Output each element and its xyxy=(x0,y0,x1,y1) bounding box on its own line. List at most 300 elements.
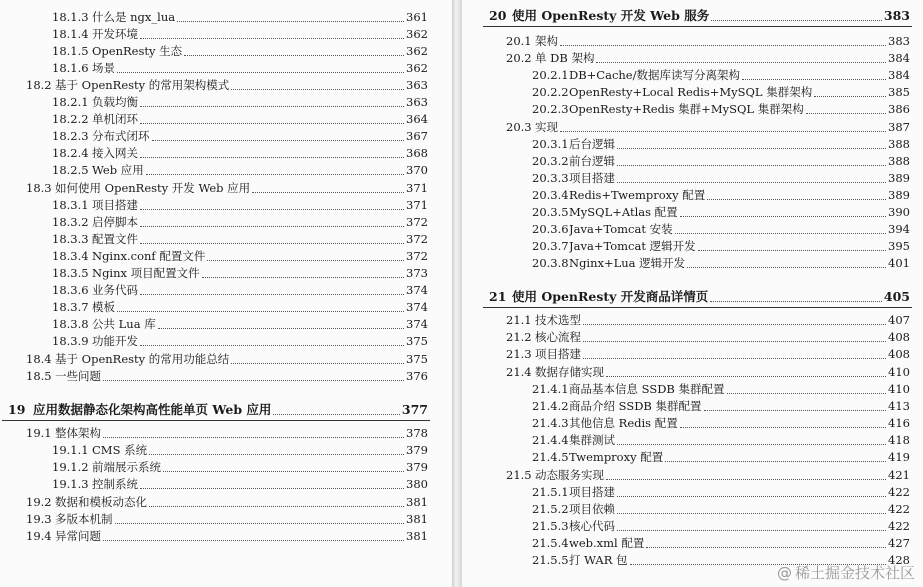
toc-entry-title: 前台逻辑 xyxy=(569,154,615,168)
toc-entry-title: Redis+Twemproxy 配置 xyxy=(569,188,706,202)
toc-entry-number: 18.3.7 xyxy=(52,300,89,314)
toc-subsection-entry xyxy=(532,398,910,415)
toc-entry-title: 业务代码 xyxy=(92,283,138,297)
toc-entry-title: 项目搭建 xyxy=(569,171,615,185)
toc-entry-title: CMS 系统 xyxy=(92,443,148,457)
toc-leader-dots xyxy=(152,139,405,141)
toc-entry-number: 18.3.1 xyxy=(52,198,89,212)
toc-entry-number: 18.3.5 xyxy=(52,266,89,280)
toc-leader-dots xyxy=(687,266,886,268)
toc-entry-title: OpenResty+Local Redis+MySQL 集群架构 xyxy=(569,85,813,99)
toc-entry-title: 实现 xyxy=(535,120,558,134)
toc-leader-dots xyxy=(617,164,886,166)
toc-entry-page: 408 xyxy=(888,330,910,344)
toc-section-entry xyxy=(26,368,428,385)
toc-entry-title: Nginx+Lua 逻辑开发 xyxy=(569,256,686,270)
toc-leader-dots xyxy=(711,19,882,21)
toc-subsection-entry xyxy=(52,282,428,299)
right-page xyxy=(462,0,923,587)
toc-subsection-entry xyxy=(532,136,910,153)
toc-subsection-entry xyxy=(52,94,428,111)
toc-entry-page: 387 xyxy=(888,120,910,134)
toc-entry-number: 20.2.3 xyxy=(532,102,569,116)
toc-entry-title: 项目依赖 xyxy=(569,502,615,516)
toc-entry-page: 384 xyxy=(888,51,910,65)
toc-entry-page: 422 xyxy=(888,519,910,533)
toc-entry-title: 技术选型 xyxy=(535,313,581,327)
toc-leader-dots xyxy=(742,78,886,80)
left-page xyxy=(0,0,452,587)
toc-entry-page: 410 xyxy=(888,365,910,379)
toc-leader-dots xyxy=(177,20,404,22)
toc-entry-title: 配置文件 xyxy=(92,232,138,246)
toc-entry-page: 416 xyxy=(888,416,910,430)
toc-entry-number: 20.2.2 xyxy=(532,85,569,99)
toc-leader-dots xyxy=(146,173,404,175)
toc-leader-dots xyxy=(560,130,886,132)
toc-section-entry xyxy=(506,33,910,50)
toc-entry-number: 19.3 xyxy=(26,512,52,526)
toc-entry-title: 核心代码 xyxy=(569,519,615,533)
toc-entry-number: 19.1.2 xyxy=(52,460,89,474)
toc-entry-page: 386 xyxy=(888,102,910,116)
toc-entry-page: 374 xyxy=(406,283,428,297)
toc-subsection-entry xyxy=(532,238,910,255)
toc-subsection-entry xyxy=(52,26,428,43)
toc-subsection-entry xyxy=(52,60,428,77)
toc-entry-title: Twemproxy 配置 xyxy=(569,450,664,464)
toc-entry-title: 后台逻辑 xyxy=(569,137,615,151)
toc-leader-dots xyxy=(617,512,886,514)
toc-entry-number: 18.4 xyxy=(26,352,52,366)
toc-leader-dots xyxy=(704,409,887,411)
toc-entry-title: 多版本机制 xyxy=(55,512,113,526)
toc-entry-number: 18.3.8 xyxy=(52,317,89,331)
toc-entry-title: 商品基本信息 SSDB 集群配置 xyxy=(569,382,725,396)
toc-entry-title: 场景 xyxy=(92,61,115,75)
toc-entry-title: 使用 OpenResty 开发 Web 服务 xyxy=(512,8,710,23)
toc-subsection-entry xyxy=(532,501,910,518)
toc-entry-title: OpenResty 生态 xyxy=(92,44,183,58)
toc-entry-title: 核心流程 xyxy=(535,330,581,344)
toc-leader-dots xyxy=(617,181,886,183)
toc-leader-dots xyxy=(117,71,404,73)
toc-leader-dots xyxy=(273,413,399,415)
toc-entry-number: 19.1 xyxy=(26,426,52,440)
toc-leader-dots xyxy=(583,323,886,325)
toc-entry-number: 18.5 xyxy=(26,369,52,383)
watermark-text: 稀土掘金技术社区 xyxy=(794,564,915,582)
toc-entry-number: 21.2 xyxy=(506,330,532,344)
toc-entry-page: 427 xyxy=(888,536,910,550)
toc-subsection-entry xyxy=(532,153,910,170)
toc-entry-title: 异常问题 xyxy=(55,529,101,543)
toc-entry-page: 419 xyxy=(888,450,910,464)
toc-leader-dots xyxy=(207,259,404,261)
toc-subsection-entry xyxy=(532,518,910,535)
toc-leader-dots xyxy=(149,505,404,507)
toc-entry-number: 20.2 xyxy=(506,51,532,65)
toc-entry-page: 374 xyxy=(406,317,428,331)
toc-section-entry xyxy=(506,346,910,363)
toc-leader-dots xyxy=(140,156,404,158)
toc-subsection-entry xyxy=(52,197,428,214)
toc-leader-dots xyxy=(140,487,404,489)
toc-entry-title: Java+Tomcat 逻辑开发 xyxy=(569,239,696,253)
toc-entry-page: 368 xyxy=(406,146,428,160)
watermark-at-icon: @ xyxy=(776,563,792,582)
toc-entry-number: 18.3.2 xyxy=(52,215,89,229)
toc-entry-number: 20.3.2 xyxy=(532,154,569,168)
toc-leader-dots xyxy=(665,460,886,462)
toc-subsection-entry xyxy=(532,484,910,501)
toc-entry-number: 20.3.3 xyxy=(532,171,569,185)
toc-entry-title: Web 应用 xyxy=(92,163,144,177)
toc-entry-page: 362 xyxy=(406,27,428,41)
toc-entry-title: 控制系统 xyxy=(92,477,138,491)
toc-entry-page: 381 xyxy=(406,512,428,526)
toc-section-entry xyxy=(26,528,428,545)
toc-entry-number: 18.1.5 xyxy=(52,44,89,58)
toc-entry-page: 372 xyxy=(406,215,428,229)
toc-subsection-entry xyxy=(52,459,428,476)
toc-leader-dots xyxy=(806,112,886,114)
toc-section-entry xyxy=(506,312,910,329)
toc-entry-page: 380 xyxy=(406,477,428,491)
toc-leader-dots xyxy=(140,225,404,227)
toc-entry-title: 如何使用 OpenResty 开发 Web 应用 xyxy=(55,181,251,195)
toc-subsection-entry xyxy=(532,101,910,118)
toc-entry-title: 整体架构 xyxy=(55,426,101,440)
toc-entry-page: 362 xyxy=(406,44,428,58)
toc-subsection-entry xyxy=(532,221,910,238)
toc-entry-title: 项目搭建 xyxy=(569,485,615,499)
toc-entry-title: 项目搭建 xyxy=(535,347,581,361)
toc-subsection-entry xyxy=(52,299,428,316)
toc-section-entry xyxy=(26,494,428,511)
toc-entry-page: 388 xyxy=(888,154,910,168)
toc-entry-number: 20.3.7 xyxy=(532,239,569,253)
toc-chapter-entry xyxy=(8,400,428,420)
toc-subsection-entry xyxy=(532,84,910,101)
toc-leader-dots xyxy=(710,300,882,302)
toc-subsection-entry xyxy=(532,535,910,552)
toc-chapter-entry xyxy=(489,6,910,26)
toc-entry-page: 405 xyxy=(883,289,910,304)
toc-entry-page: 385 xyxy=(888,85,910,99)
toc-entry-page: 421 xyxy=(888,468,910,482)
toc-entry-number: 21.5.5 xyxy=(532,553,569,567)
toc-entry-page: 377 xyxy=(401,402,428,417)
chapter-underline xyxy=(2,420,430,421)
toc-entry-page: 375 xyxy=(406,352,428,366)
toc-entry-page: 362 xyxy=(406,61,428,75)
toc-entry-number: 21.5.4 xyxy=(532,536,569,550)
toc-entry-title: 接入网关 xyxy=(92,146,138,160)
toc-entry-number: 19.2 xyxy=(26,495,52,509)
toc-entry-page: 361 xyxy=(406,10,428,24)
toc-entry-title: 其他信息 Redis 配置 xyxy=(569,416,678,430)
toc-subsection-entry xyxy=(52,265,428,282)
toc-entry-number: 21.5.1 xyxy=(532,485,569,499)
toc-entry-number: 20.1 xyxy=(506,34,532,48)
toc-leader-dots xyxy=(140,208,404,210)
toc-entry-page: 373 xyxy=(406,266,428,280)
toc-subsection-entry xyxy=(52,214,428,231)
toc-entry-page: 408 xyxy=(888,347,910,361)
toc-entry-title: 打 WAR 包 xyxy=(569,553,628,567)
toc-entry-number: 18.3.4 xyxy=(52,249,89,263)
toc-entry-page: 376 xyxy=(406,369,428,383)
toc-entry-title: Java+Tomcat 安装 xyxy=(569,222,673,236)
toc-leader-dots xyxy=(115,522,405,524)
toc-entry-page: 390 xyxy=(888,205,910,219)
toc-leader-dots xyxy=(140,293,404,295)
toc-subsection-entry xyxy=(52,145,428,162)
toc-entry-page: 383 xyxy=(883,8,910,23)
toc-leader-dots xyxy=(617,529,886,531)
toc-entry-number: 18.2.1 xyxy=(52,95,89,109)
toc-entry-title: 集群测试 xyxy=(569,433,615,447)
toc-entry-title: 使用 OpenResty 开发商品详情页 xyxy=(512,289,709,304)
toc-entry-title: 功能开发 xyxy=(92,334,138,348)
toc-entry-page: 367 xyxy=(406,129,428,143)
toc-leader-dots xyxy=(103,436,404,438)
toc-entry-page: 372 xyxy=(406,249,428,263)
watermark xyxy=(777,562,915,583)
toc-section-entry xyxy=(26,511,428,528)
toc-subsection-entry xyxy=(52,333,428,350)
toc-chapter-entry xyxy=(489,287,910,307)
toc-subsection-entry xyxy=(532,187,910,204)
toc-subsection-entry xyxy=(52,111,428,128)
toc-entry-title: 基于 OpenResty 的常用架构模式 xyxy=(55,78,230,92)
toc-entry-title: MySQL+Atlas 配置 xyxy=(569,205,678,219)
toc-leader-dots xyxy=(617,495,886,497)
toc-entry-number: 21.4.3 xyxy=(532,416,569,430)
toc-entry-page: 372 xyxy=(406,232,428,246)
toc-entry-page: 389 xyxy=(888,171,910,185)
toc-entry-page: 364 xyxy=(406,112,428,126)
toc-subsection-entry xyxy=(52,128,428,145)
toc-leader-dots xyxy=(675,232,886,234)
toc-leader-dots xyxy=(231,362,404,364)
toc-entry-page: 383 xyxy=(888,34,910,48)
toc-leader-dots xyxy=(140,37,404,39)
toc-leader-dots xyxy=(140,344,404,346)
toc-entry-title: DB+Cache/数据库读写分离架构 xyxy=(569,68,740,82)
toc-entry-title: 开发环境 xyxy=(92,27,138,41)
toc-entry-number: 21.5.3 xyxy=(532,519,569,533)
toc-subsection-entry xyxy=(532,67,910,84)
toc-subsection-entry xyxy=(52,316,428,333)
toc-entry-title: 一些问题 xyxy=(55,369,101,383)
toc-entry-page: 422 xyxy=(888,502,910,516)
toc-entry-page: 371 xyxy=(406,198,428,212)
toc-leader-dots xyxy=(117,310,404,312)
toc-entry-number: 18.3.3 xyxy=(52,232,89,246)
toc-leader-dots xyxy=(103,539,404,541)
toc-entry-title: 启停脚本 xyxy=(92,215,138,229)
toc-entry-page: 374 xyxy=(406,300,428,314)
toc-entry-page: 363 xyxy=(406,95,428,109)
toc-section-entry xyxy=(506,329,910,346)
toc-entry-page: 375 xyxy=(406,334,428,348)
toc-leader-dots xyxy=(252,191,404,193)
toc-entry-title: 项目搭建 xyxy=(92,198,138,212)
toc-entry-number: 20 xyxy=(489,8,507,23)
toc-section-entry xyxy=(506,50,910,67)
toc-entry-number: 19.4 xyxy=(26,529,52,543)
toc-entry-number: 18.2.2 xyxy=(52,112,89,126)
toc-entry-page: 389 xyxy=(888,188,910,202)
toc-entry-page: 395 xyxy=(888,239,910,253)
toc-subsection-entry xyxy=(52,248,428,265)
toc-entry-title: OpenResty+Redis 集群+MySQL 集群架构 xyxy=(569,102,804,116)
toc-entry-page: 378 xyxy=(406,426,428,440)
toc-entry-number: 18.1.6 xyxy=(52,61,89,75)
toc-leader-dots xyxy=(231,88,404,90)
toc-leader-dots xyxy=(103,379,404,381)
toc-entry-number: 21.4.4 xyxy=(532,433,569,447)
toc-entry-page: 413 xyxy=(888,399,910,413)
toc-entry-title: Nginx.conf 配置文件 xyxy=(92,249,206,263)
toc-entry-title: 单机闭环 xyxy=(92,112,138,126)
toc-entry-title: 单 DB 架构 xyxy=(535,51,595,65)
toc-subsection-entry xyxy=(52,476,428,493)
toc-entry-title: web.xml 配置 xyxy=(569,536,645,550)
toc-leader-dots xyxy=(606,375,886,377)
toc-leader-dots xyxy=(140,122,404,124)
toc-entry-number: 19.1.1 xyxy=(52,443,89,457)
toc-entry-number: 19 xyxy=(8,402,26,417)
toc-leader-dots xyxy=(140,105,404,107)
toc-entry-number: 20.3.6 xyxy=(532,222,569,236)
toc-subsection-entry xyxy=(532,432,910,449)
toc-entry-number: 21.4.2 xyxy=(532,399,569,413)
toc-leader-dots xyxy=(149,453,404,455)
toc-section-entry xyxy=(26,425,428,442)
toc-subsection-entry xyxy=(532,255,910,272)
toc-leader-dots xyxy=(163,470,404,472)
toc-entry-title: Nginx 项目配置文件 xyxy=(92,266,200,280)
toc-entry-number: 18.3 xyxy=(26,181,52,195)
toc-entry-number: 21.3 xyxy=(506,347,532,361)
toc-entry-page: 379 xyxy=(406,460,428,474)
toc-leader-dots xyxy=(184,54,404,56)
toc-entry-title: 数据存储实现 xyxy=(535,365,604,379)
toc-entry-number: 21.4.1 xyxy=(532,382,569,396)
toc-leader-dots xyxy=(680,426,886,428)
toc-entry-page: 388 xyxy=(888,137,910,151)
toc-leader-dots xyxy=(707,198,886,200)
toc-entry-page: 407 xyxy=(888,313,910,327)
toc-entry-title: 架构 xyxy=(535,34,558,48)
toc-entry-number: 18.2.3 xyxy=(52,129,89,143)
toc-leader-dots xyxy=(814,95,886,97)
toc-subsection-entry xyxy=(52,9,428,26)
toc-entry-number: 20.3 xyxy=(506,120,532,134)
toc-section-entry xyxy=(26,180,428,197)
toc-subsection-entry xyxy=(52,442,428,459)
toc-leader-dots xyxy=(617,147,886,149)
toc-leader-dots xyxy=(727,392,887,394)
toc-section-entry xyxy=(506,364,910,381)
toc-entry-page: 381 xyxy=(406,495,428,509)
toc-subsection-entry xyxy=(532,170,910,187)
toc-leader-dots xyxy=(140,242,404,244)
toc-entry-number: 21.5.2 xyxy=(532,502,569,516)
toc-entry-title: 模板 xyxy=(92,300,115,314)
toc-entry-number: 18.3.9 xyxy=(52,334,89,348)
toc-entry-title: 什么是 ngx_lua xyxy=(92,10,176,24)
toc-entry-number: 18.1.3 xyxy=(52,10,89,24)
toc-entry-page: 418 xyxy=(888,433,910,447)
toc-entry-number: 20.3.1 xyxy=(532,137,569,151)
toc-subsection-entry xyxy=(532,415,910,432)
toc-entry-page: 422 xyxy=(888,485,910,499)
toc-entry-number: 20.3.5 xyxy=(532,205,569,219)
toc-entry-title: 商品介绍 SSDB 集群配置 xyxy=(569,399,702,413)
toc-entry-page: 363 xyxy=(406,78,428,92)
chapter-underline xyxy=(483,26,912,27)
toc-entry-page: 428 xyxy=(888,553,910,567)
toc-entry-number: 18.1.4 xyxy=(52,27,89,41)
toc-subsection-entry xyxy=(532,381,910,398)
chapter-underline xyxy=(483,307,912,308)
toc-entry-title: 基于 OpenResty 的常用功能总结 xyxy=(55,352,230,366)
toc-leader-dots xyxy=(680,215,886,217)
toc-entry-title: 负载均衡 xyxy=(92,95,138,109)
toc-entry-number: 20.2.1 xyxy=(532,68,569,82)
toc-leader-dots xyxy=(583,357,886,359)
toc-leader-dots xyxy=(158,327,404,329)
toc-entry-page: 379 xyxy=(406,443,428,457)
toc-entry-page: 401 xyxy=(888,256,910,270)
toc-entry-number: 21.4.5 xyxy=(532,450,569,464)
toc-entry-number: 21.5 xyxy=(506,468,532,482)
toc-entry-number: 21 xyxy=(489,289,507,304)
toc-subsection-entry xyxy=(532,449,910,466)
toc-entry-number: 18.2 xyxy=(26,78,52,92)
toc-entry-number: 21.1 xyxy=(506,313,532,327)
toc-entry-title: 分布式闭环 xyxy=(92,129,150,143)
toc-entry-number: 20.3.4 xyxy=(532,188,569,202)
toc-entry-title: 公共 Lua 库 xyxy=(92,317,156,331)
book-gutter xyxy=(452,0,462,587)
toc-entry-number: 19.1.3 xyxy=(52,477,89,491)
toc-entry-title: 动态服务实现 xyxy=(535,468,604,482)
toc-leader-dots xyxy=(606,478,886,480)
toc-leader-dots xyxy=(596,61,886,63)
toc-entry-page: 410 xyxy=(888,382,910,396)
toc-entry-number: 18.2.5 xyxy=(52,163,89,177)
toc-entry-page: 370 xyxy=(406,163,428,177)
toc-leader-dots xyxy=(646,546,886,548)
toc-section-entry xyxy=(506,119,910,136)
toc-subsection-entry xyxy=(52,43,428,60)
toc-subsection-entry xyxy=(532,204,910,221)
toc-entry-title: 前端展示系统 xyxy=(92,460,161,474)
toc-subsection-entry xyxy=(52,231,428,248)
toc-entry-page: 384 xyxy=(888,68,910,82)
toc-subsection-entry xyxy=(52,162,428,179)
toc-section-entry xyxy=(26,77,428,94)
toc-entry-title: 数据和模板动态化 xyxy=(55,495,147,509)
toc-leader-dots xyxy=(202,276,404,278)
toc-entry-number: 18.3.6 xyxy=(52,283,89,297)
toc-entry-page: 381 xyxy=(406,529,428,543)
